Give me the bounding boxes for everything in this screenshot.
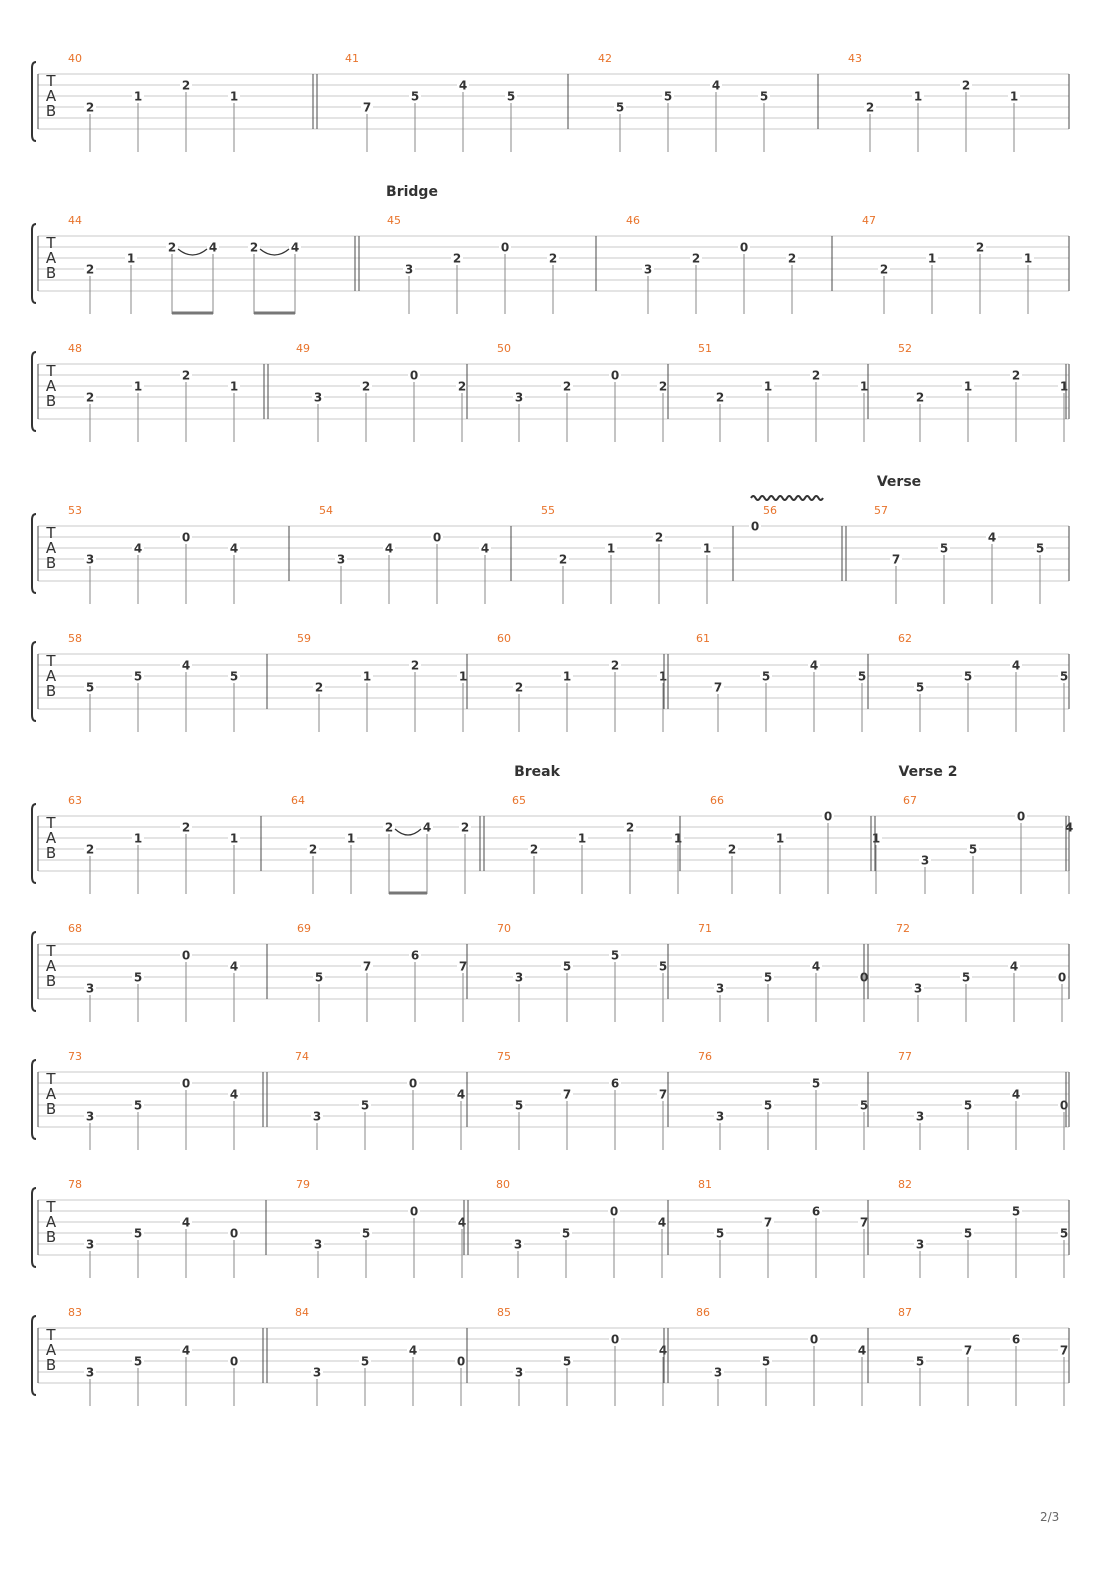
- tab-clef-letter: B: [45, 1100, 57, 1118]
- tab-clef-letter: A: [45, 539, 57, 557]
- measure-number: 70: [497, 922, 511, 935]
- fret-number: 5: [360, 1354, 370, 1369]
- fret-number: 0: [408, 1076, 418, 1091]
- measure-number: 86: [696, 1306, 710, 1319]
- tab-clef-letter: T: [46, 942, 56, 960]
- fret-number: 4: [1011, 658, 1021, 673]
- fret-number: 4: [458, 78, 468, 93]
- measure-number: 41: [345, 52, 359, 65]
- page-number: 2/3: [1040, 1510, 1060, 1524]
- measure-number: 87: [898, 1306, 912, 1319]
- fret-number: 5: [314, 970, 324, 985]
- fret-number: 7: [458, 959, 468, 974]
- fret-number: 3: [85, 552, 95, 567]
- tab-clef-letter: B: [45, 682, 57, 700]
- fret-number: 4: [809, 658, 819, 673]
- tab-clef-letter: B: [45, 264, 57, 282]
- fret-number: 5: [961, 970, 971, 985]
- fret-number: 3: [715, 981, 725, 996]
- fret-number: 5: [1035, 541, 1045, 556]
- fret-number: 5: [133, 970, 143, 985]
- measure-number: 73: [68, 1050, 82, 1063]
- measure-number: 42: [598, 52, 612, 65]
- fret-number: 2: [167, 240, 177, 255]
- fret-number: 2: [85, 390, 95, 405]
- fret-number: 4: [456, 1087, 466, 1102]
- system-bracket: [32, 514, 36, 593]
- fret-number: 5: [763, 1098, 773, 1113]
- fret-number: 3: [514, 1365, 524, 1380]
- fret-number: 1: [702, 541, 712, 556]
- section-label: Bridge: [386, 184, 438, 200]
- measure-number: 46: [626, 214, 640, 227]
- fret-number: 0: [739, 240, 749, 255]
- fret-number: 0: [409, 368, 419, 383]
- measure-number: 71: [698, 922, 712, 935]
- fret-number: 0: [500, 240, 510, 255]
- fret-number: 4: [1011, 1087, 1021, 1102]
- tab-clef-letter: T: [46, 1198, 56, 1216]
- fret-number: 7: [658, 1087, 668, 1102]
- fret-number: 4: [229, 541, 239, 556]
- fret-number: 0: [229, 1226, 239, 1241]
- fret-number: 5: [1011, 1204, 1021, 1219]
- fret-number: 1: [133, 89, 143, 104]
- fret-number: 5: [968, 842, 978, 857]
- section-label: Verse 2: [898, 764, 958, 780]
- fret-number: 0: [456, 1354, 466, 1369]
- fret-number: 5: [761, 1354, 771, 1369]
- measure-number: 57: [874, 504, 888, 517]
- tab-clef-letter: A: [45, 377, 57, 395]
- tab-clef-letter: B: [45, 554, 57, 572]
- vibrato-mark: [751, 496, 823, 500]
- fret-number: 7: [763, 1215, 773, 1230]
- tab-clef-letter: A: [45, 1341, 57, 1359]
- fret-number: 5: [857, 669, 867, 684]
- fret-number: 0: [181, 948, 191, 963]
- fret-number: 5: [963, 1098, 973, 1113]
- fret-number: 1: [458, 669, 468, 684]
- fret-number: 2: [787, 251, 797, 266]
- measure-number: 83: [68, 1306, 82, 1319]
- fret-number: 3: [513, 1237, 523, 1252]
- measure-number: 52: [898, 342, 912, 355]
- fret-number: 6: [1011, 1332, 1021, 1347]
- fret-number: 1: [871, 831, 881, 846]
- fret-number: 5: [859, 1098, 869, 1113]
- tab-clef-letter: A: [45, 87, 57, 105]
- fret-number: 5: [133, 1354, 143, 1369]
- fret-number: 4: [422, 820, 432, 835]
- tab-clef-letter: A: [45, 957, 57, 975]
- fret-number: 0: [859, 970, 869, 985]
- fret-number: 4: [229, 959, 239, 974]
- tab-clef-letter: B: [45, 102, 57, 120]
- fret-number: 3: [336, 552, 346, 567]
- fret-number: 2: [654, 530, 664, 545]
- fret-number: 4: [229, 1087, 239, 1102]
- measure-number: 77: [898, 1050, 912, 1063]
- measure-number: 47: [862, 214, 876, 227]
- fret-number: 7: [963, 1343, 973, 1358]
- measure-number: 49: [296, 342, 310, 355]
- fret-number: 0: [1057, 970, 1067, 985]
- fret-number: 4: [457, 1215, 467, 1230]
- fret-number: 2: [915, 390, 925, 405]
- system-bracket: [32, 224, 36, 303]
- fret-number: 2: [410, 658, 420, 673]
- tab-clef-letter: A: [45, 1213, 57, 1231]
- fret-number: 5: [939, 541, 949, 556]
- fret-number: 2: [548, 251, 558, 266]
- fret-number: 2: [460, 820, 470, 835]
- fret-number: 2: [691, 251, 701, 266]
- fret-number: 4: [384, 541, 394, 556]
- fret-number: 4: [181, 1215, 191, 1230]
- fret-number: 4: [658, 1343, 668, 1358]
- measure-number: 43: [848, 52, 862, 65]
- system-bracket: [32, 932, 36, 1011]
- tab-clef-letter: T: [46, 362, 56, 380]
- fret-number: 1: [775, 831, 785, 846]
- fret-number: 2: [85, 100, 95, 115]
- measure-number: 40: [68, 52, 82, 65]
- fret-number: 3: [85, 1109, 95, 1124]
- fret-number: 5: [963, 669, 973, 684]
- measure-number: 72: [896, 922, 910, 935]
- fret-number: 1: [859, 379, 869, 394]
- measure-number: 55: [541, 504, 555, 517]
- fret-number: 4: [987, 530, 997, 545]
- fret-number: 2: [658, 379, 668, 394]
- fret-number: 7: [891, 552, 901, 567]
- fret-number: 2: [558, 552, 568, 567]
- measure-number: 80: [496, 1178, 510, 1191]
- fret-number: 4: [657, 1215, 667, 1230]
- fret-number: 2: [975, 240, 985, 255]
- fret-number: 4: [408, 1343, 418, 1358]
- measure-number: 69: [297, 922, 311, 935]
- tab-clef-letter: A: [45, 249, 57, 267]
- fret-number: 0: [181, 1076, 191, 1091]
- fret-number: 0: [809, 1332, 819, 1347]
- fret-number: 0: [610, 1332, 620, 1347]
- tab-clef-letter: T: [46, 652, 56, 670]
- fret-number: 2: [181, 820, 191, 835]
- fret-number: 1: [927, 251, 937, 266]
- system-bracket: [32, 1188, 36, 1267]
- fret-number: 5: [133, 1098, 143, 1113]
- measure-number: 61: [696, 632, 710, 645]
- fret-number: 5: [562, 1354, 572, 1369]
- fret-number: 0: [610, 368, 620, 383]
- system-bracket: [32, 1060, 36, 1139]
- system-bracket: [32, 642, 36, 721]
- fret-number: 5: [514, 1098, 524, 1113]
- fret-number: 2: [715, 390, 725, 405]
- measure-number: 62: [898, 632, 912, 645]
- measure-number: 76: [698, 1050, 712, 1063]
- tab-clef-letter: T: [46, 524, 56, 542]
- measure-number: 65: [512, 794, 526, 807]
- fret-number: 5: [562, 959, 572, 974]
- fret-number: 5: [360, 1098, 370, 1113]
- fret-number: 2: [514, 680, 524, 695]
- fret-number: 1: [362, 669, 372, 684]
- tab-clef-letter: B: [45, 972, 57, 990]
- fret-number: 0: [1016, 809, 1026, 824]
- fret-number: 1: [133, 831, 143, 846]
- fret-number: 3: [313, 1237, 323, 1252]
- fret-number: 7: [1059, 1343, 1069, 1358]
- fret-number: 1: [913, 89, 923, 104]
- tab-clef-letter: B: [45, 1356, 57, 1374]
- system-bracket: [32, 62, 36, 141]
- fret-number: 2: [314, 680, 324, 695]
- measure-number: 59: [297, 632, 311, 645]
- fret-number: 2: [562, 379, 572, 394]
- fret-number: 5: [1059, 1226, 1069, 1241]
- measure-number: 82: [898, 1178, 912, 1191]
- fret-number: 3: [643, 262, 653, 277]
- fret-number: 1: [1023, 251, 1033, 266]
- fret-number: 3: [913, 981, 923, 996]
- tie-slur: [260, 249, 289, 255]
- fret-number: 4: [208, 240, 218, 255]
- measure-number: 51: [698, 342, 712, 355]
- fret-number: 5: [1059, 669, 1069, 684]
- fret-number: 4: [857, 1343, 867, 1358]
- fret-number: 0: [750, 519, 760, 534]
- fret-number: 4: [133, 541, 143, 556]
- fret-number: 7: [362, 100, 372, 115]
- fret-number: 3: [713, 1365, 723, 1380]
- fret-number: 5: [561, 1226, 571, 1241]
- fret-number: 4: [1064, 820, 1074, 835]
- fret-number: 2: [181, 368, 191, 383]
- fret-number: 2: [879, 262, 889, 277]
- fret-number: 2: [865, 100, 875, 115]
- fret-number: 2: [457, 379, 467, 394]
- fret-number: 1: [673, 831, 683, 846]
- measure-number: 78: [68, 1178, 82, 1191]
- fret-number: 5: [915, 1354, 925, 1369]
- fret-number: 3: [915, 1109, 925, 1124]
- fret-number: 7: [362, 959, 372, 974]
- measure-number: 48: [68, 342, 82, 355]
- measure-number: 53: [68, 504, 82, 517]
- measure-number: 60: [497, 632, 511, 645]
- fret-number: 0: [432, 530, 442, 545]
- fret-number: 5: [506, 89, 516, 104]
- measure-number: 54: [319, 504, 333, 517]
- tab-clef-letter: T: [46, 1070, 56, 1088]
- measure-number: 84: [295, 1306, 309, 1319]
- section-label: Verse: [876, 474, 922, 490]
- fret-number: 3: [85, 1365, 95, 1380]
- measure-number: 63: [68, 794, 82, 807]
- fret-number: 5: [615, 100, 625, 115]
- fret-number: 5: [715, 1226, 725, 1241]
- tab-clef-letter: T: [46, 234, 56, 252]
- fret-number: 2: [85, 842, 95, 857]
- fret-number: 2: [361, 379, 371, 394]
- fret-number: 2: [308, 842, 318, 857]
- fret-number: 4: [1009, 959, 1019, 974]
- fret-number: 5: [133, 1226, 143, 1241]
- fret-number: 1: [229, 89, 239, 104]
- fret-number: 0: [229, 1354, 239, 1369]
- fret-number: 3: [312, 1109, 322, 1124]
- fret-number: 2: [452, 251, 462, 266]
- measure-number: 75: [497, 1050, 511, 1063]
- measure-number: 81: [698, 1178, 712, 1191]
- fret-number: 3: [920, 853, 930, 868]
- fret-number: 3: [715, 1109, 725, 1124]
- fret-number: 0: [1059, 1098, 1069, 1113]
- fret-number: 4: [290, 240, 300, 255]
- fret-number: 3: [85, 981, 95, 996]
- tab-clef-letter: B: [45, 844, 57, 862]
- system-bracket: [32, 804, 36, 883]
- fret-number: 1: [562, 669, 572, 684]
- fret-number: 2: [1011, 368, 1021, 383]
- fret-number: 3: [514, 390, 524, 405]
- system-bracket: [32, 352, 36, 431]
- fret-number: 4: [811, 959, 821, 974]
- fret-number: 1: [658, 669, 668, 684]
- measure-number: 64: [291, 794, 305, 807]
- tab-clef-letter: T: [46, 72, 56, 90]
- fret-number: 4: [181, 658, 191, 673]
- fret-number: 2: [529, 842, 539, 857]
- fret-number: 0: [181, 530, 191, 545]
- tab-clef-letter: B: [45, 392, 57, 410]
- fret-number: 5: [763, 970, 773, 985]
- measure-number: 68: [68, 922, 82, 935]
- fret-number: 1: [1009, 89, 1019, 104]
- fret-number: 1: [763, 379, 773, 394]
- measure-number: 85: [497, 1306, 511, 1319]
- fret-number: 5: [361, 1226, 371, 1241]
- fret-number: 1: [126, 251, 136, 266]
- fret-number: 2: [727, 842, 737, 857]
- measure-number: 56: [763, 504, 777, 517]
- measure-number: 74: [295, 1050, 309, 1063]
- fret-number: 2: [811, 368, 821, 383]
- fret-number: 2: [85, 262, 95, 277]
- measure-number: 66: [710, 794, 724, 807]
- fret-number: 5: [610, 948, 620, 963]
- fret-number: 3: [312, 1365, 322, 1380]
- fret-number: 7: [562, 1087, 572, 1102]
- tab-clef-letter: A: [45, 667, 57, 685]
- tab-clef-letter: T: [46, 1326, 56, 1344]
- fret-number: 5: [761, 669, 771, 684]
- fret-number: 7: [713, 680, 723, 695]
- fret-number: 4: [480, 541, 490, 556]
- fret-number: 1: [577, 831, 587, 846]
- fret-number: 3: [313, 390, 323, 405]
- fret-number: 6: [811, 1204, 821, 1219]
- tab-clef-letter: A: [45, 1085, 57, 1103]
- fret-number: 0: [609, 1204, 619, 1219]
- fret-number: 5: [85, 680, 95, 695]
- fret-number: 5: [759, 89, 769, 104]
- tab-clef-letter: T: [46, 814, 56, 832]
- fret-number: 5: [915, 680, 925, 695]
- fret-number: 5: [133, 669, 143, 684]
- fret-number: 1: [229, 379, 239, 394]
- fret-number: 4: [711, 78, 721, 93]
- fret-number: 3: [514, 970, 524, 985]
- measure-number: 45: [387, 214, 401, 227]
- fret-number: 3: [85, 1237, 95, 1252]
- fret-number: 7: [859, 1215, 869, 1230]
- fret-number: 4: [181, 1343, 191, 1358]
- fret-number: 5: [811, 1076, 821, 1091]
- fret-number: 1: [133, 379, 143, 394]
- fret-number: 6: [610, 1076, 620, 1091]
- fret-number: 5: [963, 1226, 973, 1241]
- fret-number: 1: [346, 831, 356, 846]
- section-label: Break: [514, 764, 560, 780]
- tie-slur: [395, 829, 421, 835]
- fret-number: 1: [1059, 379, 1069, 394]
- fret-number: 5: [229, 669, 239, 684]
- fret-number: 3: [404, 262, 414, 277]
- fret-number: 5: [658, 959, 668, 974]
- fret-number: 0: [409, 1204, 419, 1219]
- fret-number: 2: [961, 78, 971, 93]
- fret-number: 1: [606, 541, 616, 556]
- fret-number: 5: [663, 89, 673, 104]
- fret-number: 2: [249, 240, 259, 255]
- tie-slur: [178, 249, 207, 255]
- fret-number: 1: [963, 379, 973, 394]
- fret-number: 1: [229, 831, 239, 846]
- fret-number: 2: [181, 78, 191, 93]
- tab-clef-letter: A: [45, 829, 57, 847]
- measure-number: 58: [68, 632, 82, 645]
- system-bracket: [32, 1316, 36, 1395]
- fret-number: 0: [823, 809, 833, 824]
- tab-clef-letter: B: [45, 1228, 57, 1246]
- fret-number: 2: [384, 820, 394, 835]
- fret-number: 5: [410, 89, 420, 104]
- measure-number: 44: [68, 214, 82, 227]
- measure-number: 67: [903, 794, 917, 807]
- fret-number: 3: [915, 1237, 925, 1252]
- fret-number: 6: [410, 948, 420, 963]
- fret-number: 2: [625, 820, 635, 835]
- measure-number: 79: [296, 1178, 310, 1191]
- fret-number: 2: [610, 658, 620, 673]
- measure-number: 50: [497, 342, 511, 355]
